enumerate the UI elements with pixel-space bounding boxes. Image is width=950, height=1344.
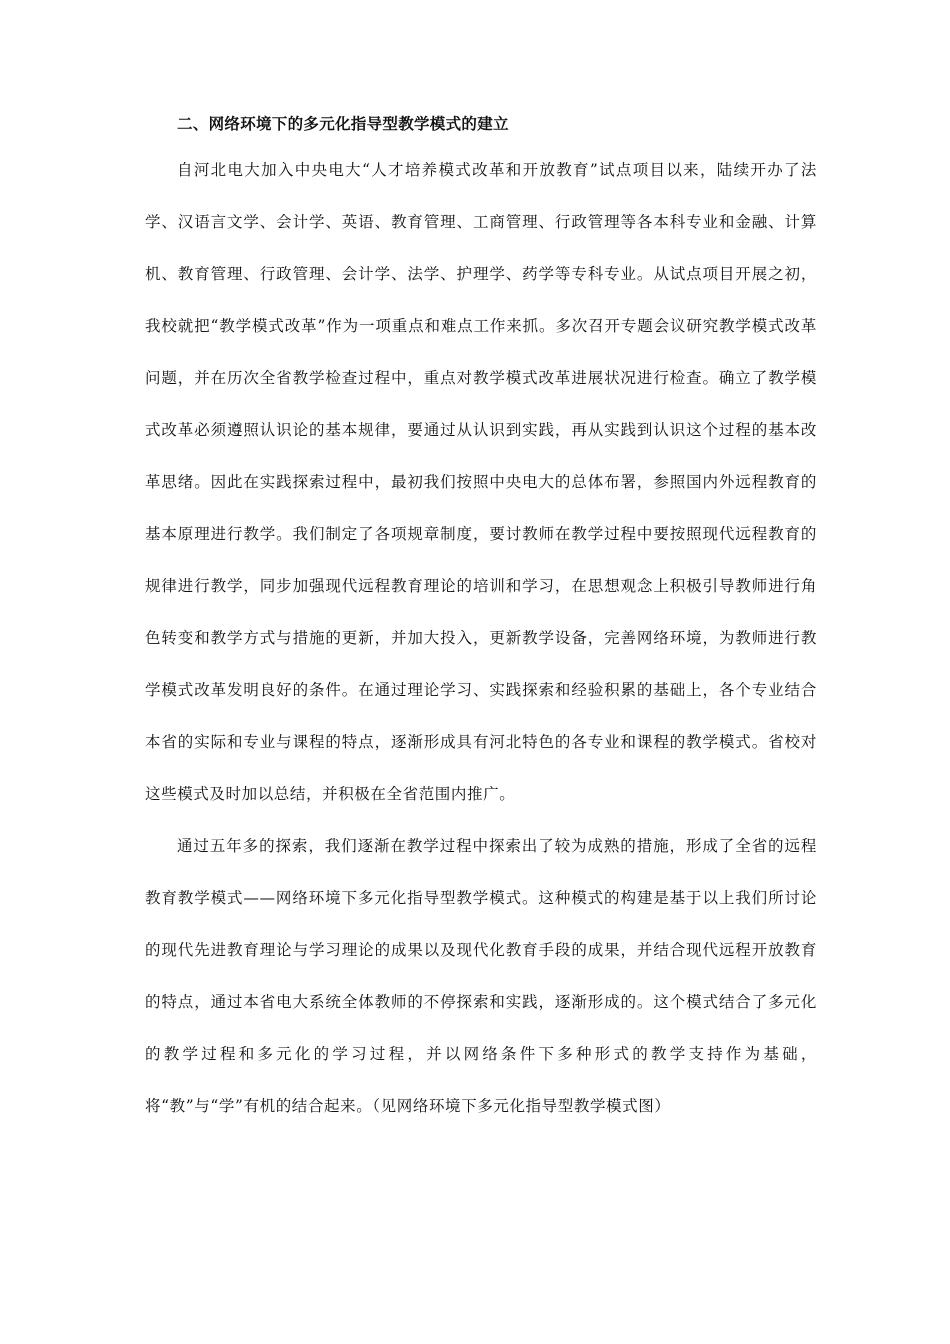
section-heading: 二、网络环境下的多元化指导型教学模式的建立 [177,115,509,133]
document-body [145,110,817,1132]
paragraph: 自河北电大加入中央电大“人才培养模式改革和开放教育”试点项目以来，陆续开办了法学、汉语言文学、会计学、英语、教育管理、工商管理、行政管理等各本科专业和金融、计算机、教育管理、行政管理、会计学、法学、护理学、药学等专科专业。从试点项目开展之初，我校就把“教学模式改革”作为一项重点和难点工作来抓。多次召开专题会议研究教学模式改革问题，并在历次全省教学检查过程中，重点对教学模式改革进展状况进行检查。确立了教学模式改革必须遵照认识论的基本规律，要通过从认识到实践，再从实践到认识这个过程的基本改革思绪。因此在实践探索过程中，最初我们按照中央电大的总体布署，参照国内外远程教育的基本原理进行教学。我们制定了各项规章制度，要讨教师在教学过程中要按照现代远程教育的规律进行教学，同步加强现代远程教育理论的培训和学习，在思想观念上积极引导教师进行角色转变和教学方式与措施的更新，并加大投入，更新教学设备，完善网络环境，为教师进行教学模式改革发明良好的条件。在通过理论学习、实践探索和经验积累的基础上，各个专业结合本省的实际和专业与课程的特点，逐渐形成具有河北特色的各专业和课程的教学模式。省校对这些模式及时加以总结，并积极在全省范围内推广。 [145,161,817,803]
paragraph: 通过五年多的探索，我们逐渐在教学过程中探索出了较为成熟的措施，形成了全省的远程教育教学模式——网络环境下多元化指导型教学模式。这种模式的构建是基于以上我们所讨论的现代先进教育理论与学习理论的成果以及现代化教育手段的成果，并结合现代远程开放教育的特点，通过本省电大系统全体教师的不停探索和实践，逐渐形成的。这个模式结合了多元化的教学过程和多元化的学习过程，并以网络条件下多种形式的教学支持作为基础，将“教”与“学”有机的结合起来。（见网络环境下多元化指导型教学模式图） [145,837,817,1115]
